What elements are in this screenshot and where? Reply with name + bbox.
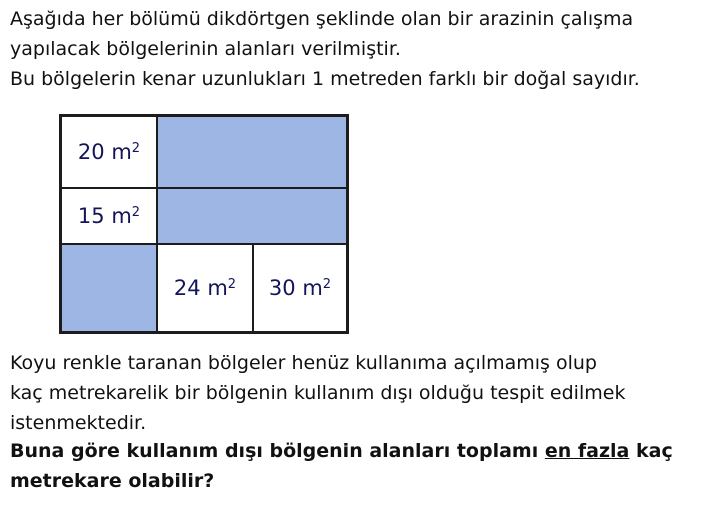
question-line-2: metrekare olabilir? bbox=[10, 470, 215, 492]
description-line: kaç metrekarelik bir bölgenin kullanım dışı olduğu tespit edilmek bbox=[10, 382, 626, 404]
area-cell-24 bbox=[157, 244, 253, 332]
emphasis-en-fazla: en fazla bbox=[544, 440, 630, 462]
area-cell-30 bbox=[253, 244, 347, 332]
area-exponent: 2 bbox=[131, 140, 141, 156]
description-line: istenmektedir. bbox=[10, 412, 147, 434]
question-text-end: kaç bbox=[629, 440, 673, 462]
intro-line: yapılacak bölgelerinin alanları verilmiştir. bbox=[10, 38, 401, 60]
area-value: 20 m bbox=[77, 140, 132, 164]
area-cell-15 bbox=[61, 188, 157, 244]
land-grid bbox=[59, 114, 349, 334]
question-text bbox=[10, 436, 715, 496]
area-value: 15 m bbox=[77, 204, 132, 228]
question-text-start: Buna göre kullanım dışı bölgenin alanları toplamı bbox=[10, 440, 545, 462]
shaded-region bbox=[157, 188, 347, 244]
area-exponent: 2 bbox=[131, 204, 141, 220]
intro-text bbox=[10, 4, 715, 94]
description-line: Koyu renkle taranan bölgeler henüz kullanıma açılmamış olup bbox=[10, 352, 597, 374]
shaded-region bbox=[61, 244, 157, 332]
shaded-region bbox=[157, 116, 347, 188]
area-exponent: 2 bbox=[227, 276, 237, 292]
question-line-1 bbox=[10, 436, 715, 466]
area-value: 30 m bbox=[268, 276, 323, 300]
area-cell-20 bbox=[61, 116, 157, 188]
description-text bbox=[10, 348, 715, 438]
area-exponent: 2 bbox=[322, 276, 332, 292]
intro-line: Aşağıda her bölümü dikdörtgen şeklinde olan bir arazinin çalışma bbox=[10, 8, 634, 30]
area-value: 24 m bbox=[173, 276, 228, 300]
intro-line: Bu bölgelerin kenar uzunlukları 1 metreden farklı bir doğal sayıdır. bbox=[10, 68, 640, 90]
